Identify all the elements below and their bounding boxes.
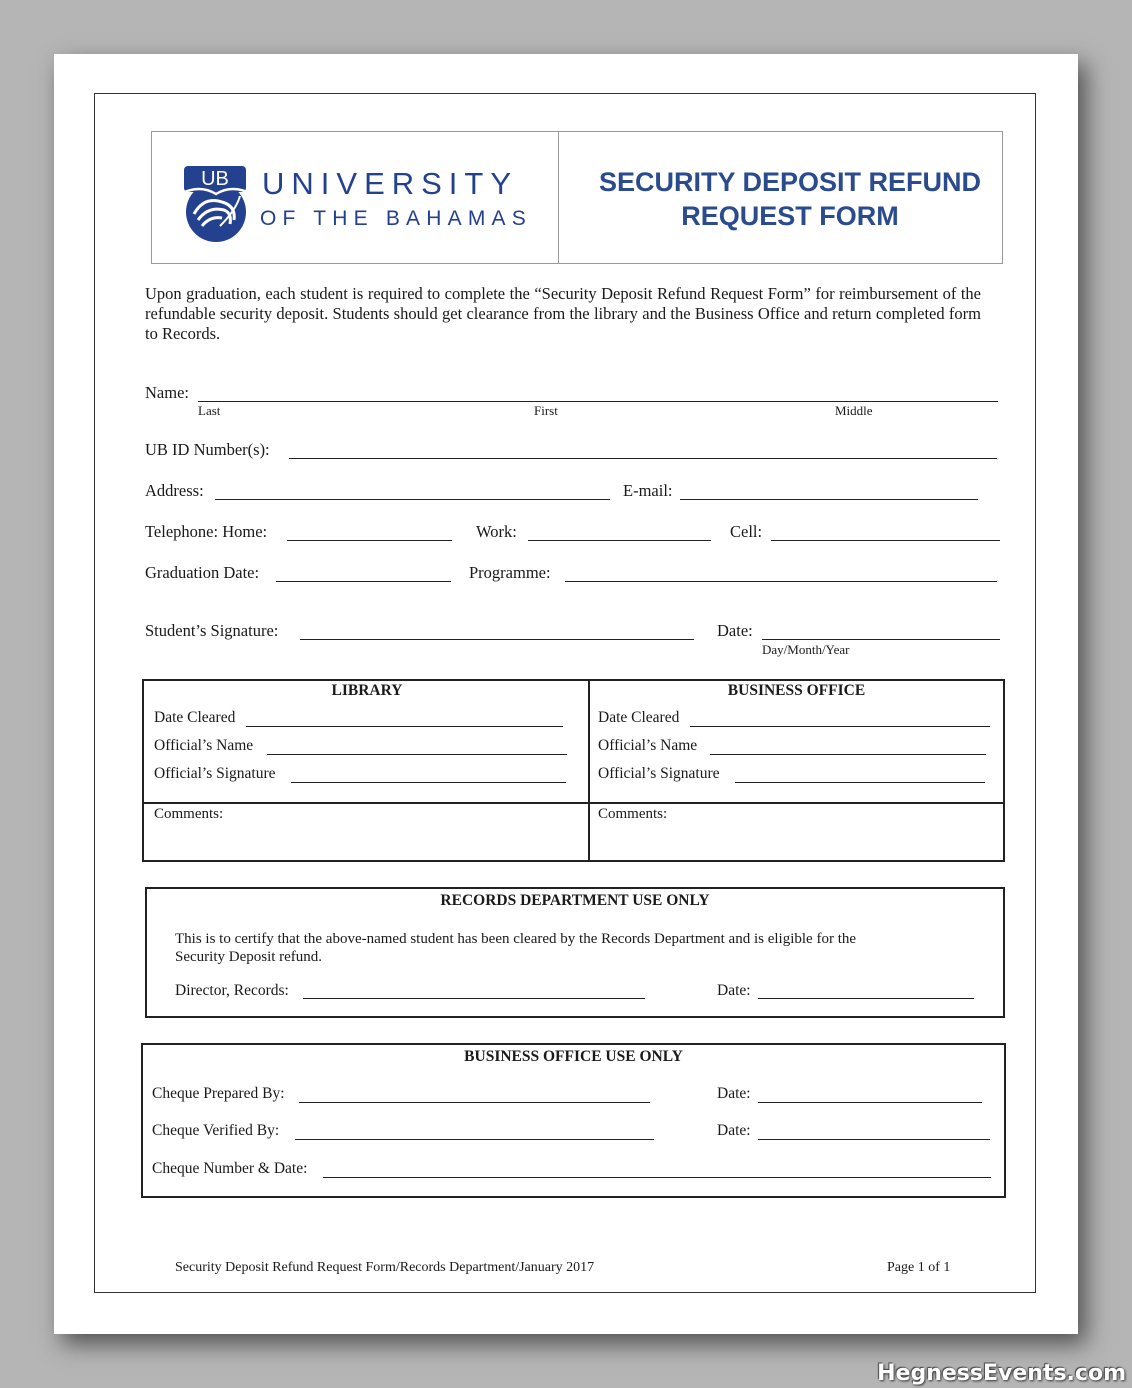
library-comments-label: Comments: [154,806,224,822]
address-field[interactable] [215,499,610,500]
cheque-verified-date-label: Date: [717,1122,751,1139]
director-records-field[interactable] [303,998,645,999]
programme-label: Programme: [469,563,551,582]
records-title: RECORDS DEPARTMENT USE ONLY [440,892,710,909]
library-official-name-label: Official’s Name [154,737,254,754]
name-middle-hint: Middle [835,403,873,418]
director-records-label: Director, Records: [175,982,289,999]
cheque-verified-label: Cheque Verified By: [152,1122,280,1139]
library-date-cleared-label: Date Cleared [154,709,236,726]
library-official-signature-label: Official’s Signature [154,765,276,782]
form-title-line1: SECURITY DEPOSIT REFUND [598,167,982,197]
telephone-home-label: Telephone: Home: [145,522,268,541]
clearance-divider [588,679,590,862]
email-field[interactable] [680,499,978,500]
library-official-signature-field[interactable] [291,782,566,783]
form-title-line2: REQUEST FORM [681,201,899,231]
name-label: Name: [145,383,189,402]
watermark: HegnessEvents.com [877,1361,1126,1386]
cheque-verified-field[interactable] [295,1139,654,1140]
page-number: Page 1 of 1 [887,1260,951,1275]
header-divider [558,131,559,264]
intro-paragraph: Upon graduation, each student is required to complete the “Security Deposit Refund Request Form” for reimbursement of the refundable security deposit. Students should get clearance from the library and the Business Office and return completed form to Records. [145,284,981,343]
library-date-cleared-field[interactable] [246,726,563,727]
telephone-work-label: Work: [476,522,517,541]
cheque-verified-date-field[interactable] [758,1139,990,1140]
records-date-field[interactable] [758,998,974,999]
business-date-cleared-field[interactable] [690,726,990,727]
university-subtitle: OF THE BAHAMAS [260,207,532,230]
business-comments-label: Comments: [598,806,668,822]
university-logo [180,166,252,244]
signature-date-field[interactable] [762,639,1000,640]
name-last-hint: Last [198,403,221,418]
name-field[interactable] [198,401,998,402]
records-certify-line2: Security Deposit refund. [175,949,323,965]
business-official-signature-label: Official’s Signature [598,765,720,782]
programme-field[interactable] [565,581,997,582]
business-use-title: BUSINESS OFFICE USE ONLY [464,1048,683,1065]
name-first-hint: First [534,403,558,418]
student-signature-label: Student’s Signature: [145,621,279,640]
business-office-title: BUSINESS OFFICE [727,682,866,699]
date-format-hint: Day/Month/Year [762,642,850,657]
library-official-name-field[interactable] [267,754,567,755]
business-date-cleared-label: Date Cleared [598,709,680,726]
address-label: Address: [145,481,204,500]
telephone-work-field[interactable] [528,540,711,541]
university-name: UNIVERSITY [262,166,519,201]
comments-divider [142,802,1005,804]
graduation-date-label: Graduation Date: [145,563,260,582]
telephone-cell-label: Cell: [730,522,763,541]
cheque-prepared-date-label: Date: [717,1085,751,1102]
logo-badge-text: UB [201,168,229,190]
form-title [560,165,1020,233]
cheque-prepared-date-field[interactable] [758,1102,982,1103]
signature-date-label: Date: [717,621,753,640]
graduation-date-field[interactable] [276,581,451,582]
records-date-label: Date: [717,982,751,999]
telephone-home-field[interactable] [287,540,452,541]
id-label: UB ID Number(s): [145,440,270,459]
cheque-number-label: Cheque Number & Date: [152,1160,308,1177]
telephone-cell-field[interactable] [771,540,1000,541]
cheque-prepared-field[interactable] [299,1102,650,1103]
business-official-signature-field[interactable] [735,782,985,783]
records-certify-line1: This is to certify that the above-named student has been cleared by the Records Department and is eligible for the [175,931,857,947]
cheque-prepared-label: Cheque Prepared By: [152,1085,285,1102]
id-field[interactable] [289,458,997,459]
business-official-name-field[interactable] [710,754,986,755]
student-signature-field[interactable] [300,639,694,640]
footer-reference: Security Deposit Refund Request Form/Records Department/January 2017 [175,1260,595,1275]
email-label: E-mail: [623,481,673,500]
library-title: LIBRARY [331,682,403,699]
cheque-number-field[interactable] [323,1177,991,1178]
business-official-name-label: Official’s Name [598,737,698,754]
